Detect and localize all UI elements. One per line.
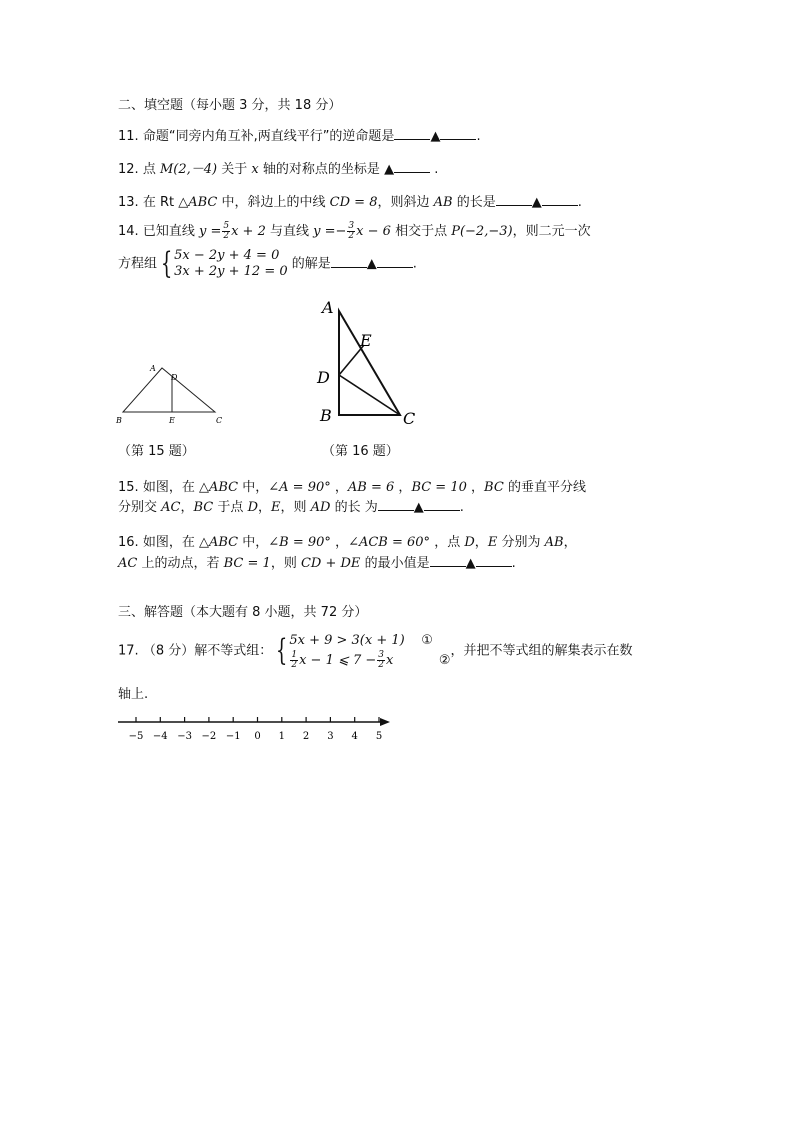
q16-triangle: ABC bbox=[208, 535, 239, 550]
q14-text: 已知直线 bbox=[142, 224, 195, 239]
q14-end: . bbox=[412, 256, 417, 272]
q12-text: 点 bbox=[142, 162, 156, 177]
question-15 bbox=[118, 476, 586, 495]
fraction bbox=[222, 222, 230, 241]
inequality-1 bbox=[289, 631, 450, 651]
tick-label: −4 bbox=[152, 731, 168, 742]
q16-e: E bbox=[487, 535, 498, 550]
question-16 bbox=[118, 531, 577, 550]
question-17-line2: 轴上. bbox=[118, 687, 149, 702]
q16-text: ，则 bbox=[270, 556, 297, 571]
arrow-right-icon bbox=[380, 718, 390, 726]
triangle-marker: ▲ bbox=[384, 162, 395, 177]
tick-label: 1 bbox=[278, 731, 285, 742]
numerator: 5 bbox=[223, 221, 230, 231]
q15-text: ，则 bbox=[280, 500, 307, 515]
q16-ac: AC bbox=[118, 556, 138, 571]
triangle-marker: ▲ bbox=[366, 256, 377, 272]
inequality-2-expr: x − 1 ⩽ 7 − bbox=[299, 653, 377, 668]
label-A: A bbox=[150, 364, 156, 373]
q16-end: . bbox=[511, 556, 516, 571]
q15-e: E bbox=[271, 500, 281, 515]
q17-number: 17. bbox=[118, 643, 139, 659]
answer-blank bbox=[430, 554, 466, 567]
equation-2: 3x + 2y + 12 = 0 bbox=[174, 264, 288, 279]
answer-blank bbox=[378, 498, 414, 511]
tag-2: ② bbox=[438, 653, 451, 668]
q16-angle: ∠ACB = 60° bbox=[348, 535, 431, 550]
answer-blank bbox=[476, 554, 512, 567]
answer-blank bbox=[542, 193, 578, 206]
q12-text: 轴的对称点的坐标是 bbox=[262, 162, 380, 177]
q14-text: 相交于点 bbox=[395, 224, 448, 239]
q11-number: 11. bbox=[118, 129, 139, 144]
q16-number: 16. bbox=[118, 535, 139, 550]
numerator: 3 bbox=[348, 221, 355, 231]
question-17 bbox=[118, 631, 633, 671]
q16-ab: AB bbox=[544, 535, 564, 550]
triangle-marker: ▲ bbox=[413, 500, 424, 515]
brace: { bbox=[276, 633, 288, 668]
q12-axis: x bbox=[251, 162, 259, 177]
q14-line1: x + 2 bbox=[231, 224, 266, 239]
q14-line2: x − 6 bbox=[356, 224, 391, 239]
q14-line1: y = bbox=[198, 224, 222, 239]
question-16-line2 bbox=[118, 552, 516, 571]
q12-end: . bbox=[434, 162, 439, 177]
section-3-title: 三、解答题（本大题有 8 小题，共 72 分） bbox=[118, 605, 368, 620]
denominator: 2 bbox=[378, 660, 385, 670]
tick-label: −3 bbox=[177, 731, 192, 742]
q15-text: 于点 bbox=[217, 500, 244, 515]
q12-point: M(2,－4) bbox=[159, 162, 218, 177]
q16-bc: BC = 1 bbox=[223, 556, 271, 571]
q15-text: 的长 为 bbox=[334, 500, 378, 515]
q15-triangle: ABC bbox=[208, 480, 239, 495]
inequality-2-expr: x bbox=[386, 653, 394, 668]
answer-blank bbox=[424, 498, 460, 511]
q16-text: 分别为 bbox=[501, 535, 541, 550]
q14-text: ，则二元一次 bbox=[512, 224, 591, 239]
question-12 bbox=[118, 158, 438, 177]
q14-text: 与直线 bbox=[270, 224, 310, 239]
q16-d: D bbox=[464, 535, 475, 550]
q12-text: 关于 bbox=[221, 162, 248, 177]
question-13 bbox=[118, 191, 582, 210]
answer-blank bbox=[496, 193, 532, 206]
tick-label: 0 bbox=[254, 731, 261, 742]
q15-sep: ， bbox=[180, 500, 194, 515]
figure-15 bbox=[112, 360, 232, 430]
answer-blank bbox=[377, 255, 413, 268]
q13-number: 13. bbox=[118, 195, 139, 210]
triangle-marker: ▲ bbox=[531, 195, 542, 210]
q14-text: 方程组 bbox=[118, 256, 158, 272]
triangle-marker: ▲ bbox=[430, 129, 441, 144]
q17-text: 解不等式组： bbox=[194, 643, 273, 659]
q14-text: 的解是 bbox=[291, 256, 331, 272]
label-D: D bbox=[171, 373, 178, 382]
q14-point: P(−2,−3) bbox=[451, 224, 513, 239]
number-line bbox=[112, 712, 397, 746]
triangle-marker: ▲ bbox=[465, 556, 476, 571]
q15-bc: BC bbox=[484, 480, 504, 495]
equation-1: 5x − 2y + 4 = 0 bbox=[174, 248, 280, 263]
q15-bc: BC bbox=[193, 500, 214, 515]
q13-text: 在 Rt △ bbox=[142, 195, 189, 210]
q15-ac: AC bbox=[161, 500, 181, 515]
inequality-2 bbox=[289, 651, 450, 671]
question-14-line2 bbox=[118, 248, 417, 280]
q16-angle: ∠B = 90° bbox=[268, 535, 331, 550]
q13-text: 的长是 bbox=[456, 195, 496, 210]
q15-ad: AD bbox=[310, 500, 331, 515]
q14-line2: y =− bbox=[313, 224, 347, 239]
q17-text: ，并把不等式组的解集表示在数 bbox=[450, 643, 633, 659]
tick-label: 2 bbox=[302, 731, 310, 742]
figure-15-caption: （第 15 题） bbox=[118, 444, 195, 459]
tick-label: 5 bbox=[375, 731, 383, 742]
q16-expression: CD + DE bbox=[300, 556, 361, 571]
q15-end: . bbox=[459, 500, 464, 515]
brace: { bbox=[160, 246, 173, 281]
q15-sep: ， bbox=[471, 480, 485, 495]
q15-sep: ， bbox=[334, 480, 348, 495]
q17-score: （8 分） bbox=[142, 643, 195, 659]
q14-number: 14. bbox=[118, 224, 139, 239]
q16-text: 中， bbox=[242, 535, 269, 550]
q15-text: 分别交 bbox=[118, 500, 158, 515]
label-E: E bbox=[360, 331, 372, 350]
q13-text: ，则斜边 bbox=[377, 195, 430, 210]
label-B: B bbox=[320, 406, 332, 425]
tick-label: −1 bbox=[225, 731, 241, 742]
q15-ab: AB = 6 bbox=[347, 480, 395, 495]
figure-16-caption: （第 16 题） bbox=[322, 444, 399, 459]
answer-blank bbox=[331, 255, 367, 268]
q16-text: 如图，在 △ bbox=[142, 535, 209, 550]
q13-cd: CD = 8 bbox=[329, 195, 378, 210]
fraction bbox=[377, 651, 385, 670]
tag-1: ① bbox=[421, 633, 433, 648]
equation-system bbox=[174, 248, 288, 280]
question-15-line2 bbox=[118, 496, 464, 515]
denominator: 2 bbox=[291, 660, 298, 670]
section-2-title: 二、填空题（每小题 3 分，共 18 分） bbox=[118, 98, 342, 113]
q16-text: 的最小值是 bbox=[364, 556, 430, 571]
q15-angle: ∠A = 90° bbox=[268, 480, 331, 495]
q13-end: . bbox=[577, 195, 582, 210]
q13-text: 中，斜边上的中线 bbox=[221, 195, 326, 210]
q15-text: 的垂直平分线 bbox=[507, 480, 586, 495]
q16-sep: ， bbox=[335, 535, 349, 550]
label-C: C bbox=[216, 416, 223, 425]
question-14 bbox=[118, 220, 591, 241]
q13-triangle: ABC bbox=[188, 195, 218, 210]
q13-ab: AB bbox=[433, 195, 453, 210]
q15-text: 中， bbox=[242, 480, 269, 495]
q11-end: . bbox=[476, 129, 481, 144]
numerator: 3 bbox=[378, 650, 385, 660]
answer-blank bbox=[440, 127, 476, 140]
inequality-1-expr: 5x + 9 > 3(x + 1) bbox=[289, 633, 405, 648]
label-E: E bbox=[169, 416, 175, 425]
answer-blank bbox=[394, 127, 430, 140]
q15-sep: ， bbox=[398, 480, 412, 495]
q12-number: 12. bbox=[118, 162, 139, 177]
q16-text: 上的动点，若 bbox=[141, 556, 220, 571]
q16-sep: ， bbox=[563, 535, 577, 550]
tick-label: −5 bbox=[128, 731, 144, 742]
denominator: 2 bbox=[348, 231, 355, 241]
q11-text: 命题“同旁内角互补,两直线平行”的逆命题是 bbox=[142, 129, 395, 144]
question-11 bbox=[118, 125, 481, 144]
label-A: A bbox=[322, 298, 334, 317]
answer-blank bbox=[394, 160, 430, 173]
label-C: C bbox=[403, 409, 416, 428]
q16-sep: ， bbox=[474, 535, 488, 550]
fraction bbox=[290, 651, 298, 670]
tick-label: −2 bbox=[201, 731, 217, 742]
q16-text: ，点 bbox=[434, 535, 461, 550]
fraction bbox=[347, 222, 355, 241]
denominator: 2 bbox=[223, 231, 230, 241]
q15-d: D bbox=[247, 500, 258, 515]
tick-label: 4 bbox=[351, 731, 358, 742]
numerator: 1 bbox=[291, 650, 298, 660]
label-B: B bbox=[116, 416, 122, 425]
label-D: D bbox=[317, 368, 330, 387]
q15-bc: BC = 10 bbox=[411, 480, 467, 495]
q15-number: 15. bbox=[118, 480, 139, 495]
q15-sep: ， bbox=[258, 500, 272, 515]
inequality-system bbox=[289, 631, 450, 671]
tick-label: 3 bbox=[327, 731, 334, 742]
figure-16 bbox=[312, 293, 432, 433]
q15-text: 如图，在 △ bbox=[142, 480, 209, 495]
